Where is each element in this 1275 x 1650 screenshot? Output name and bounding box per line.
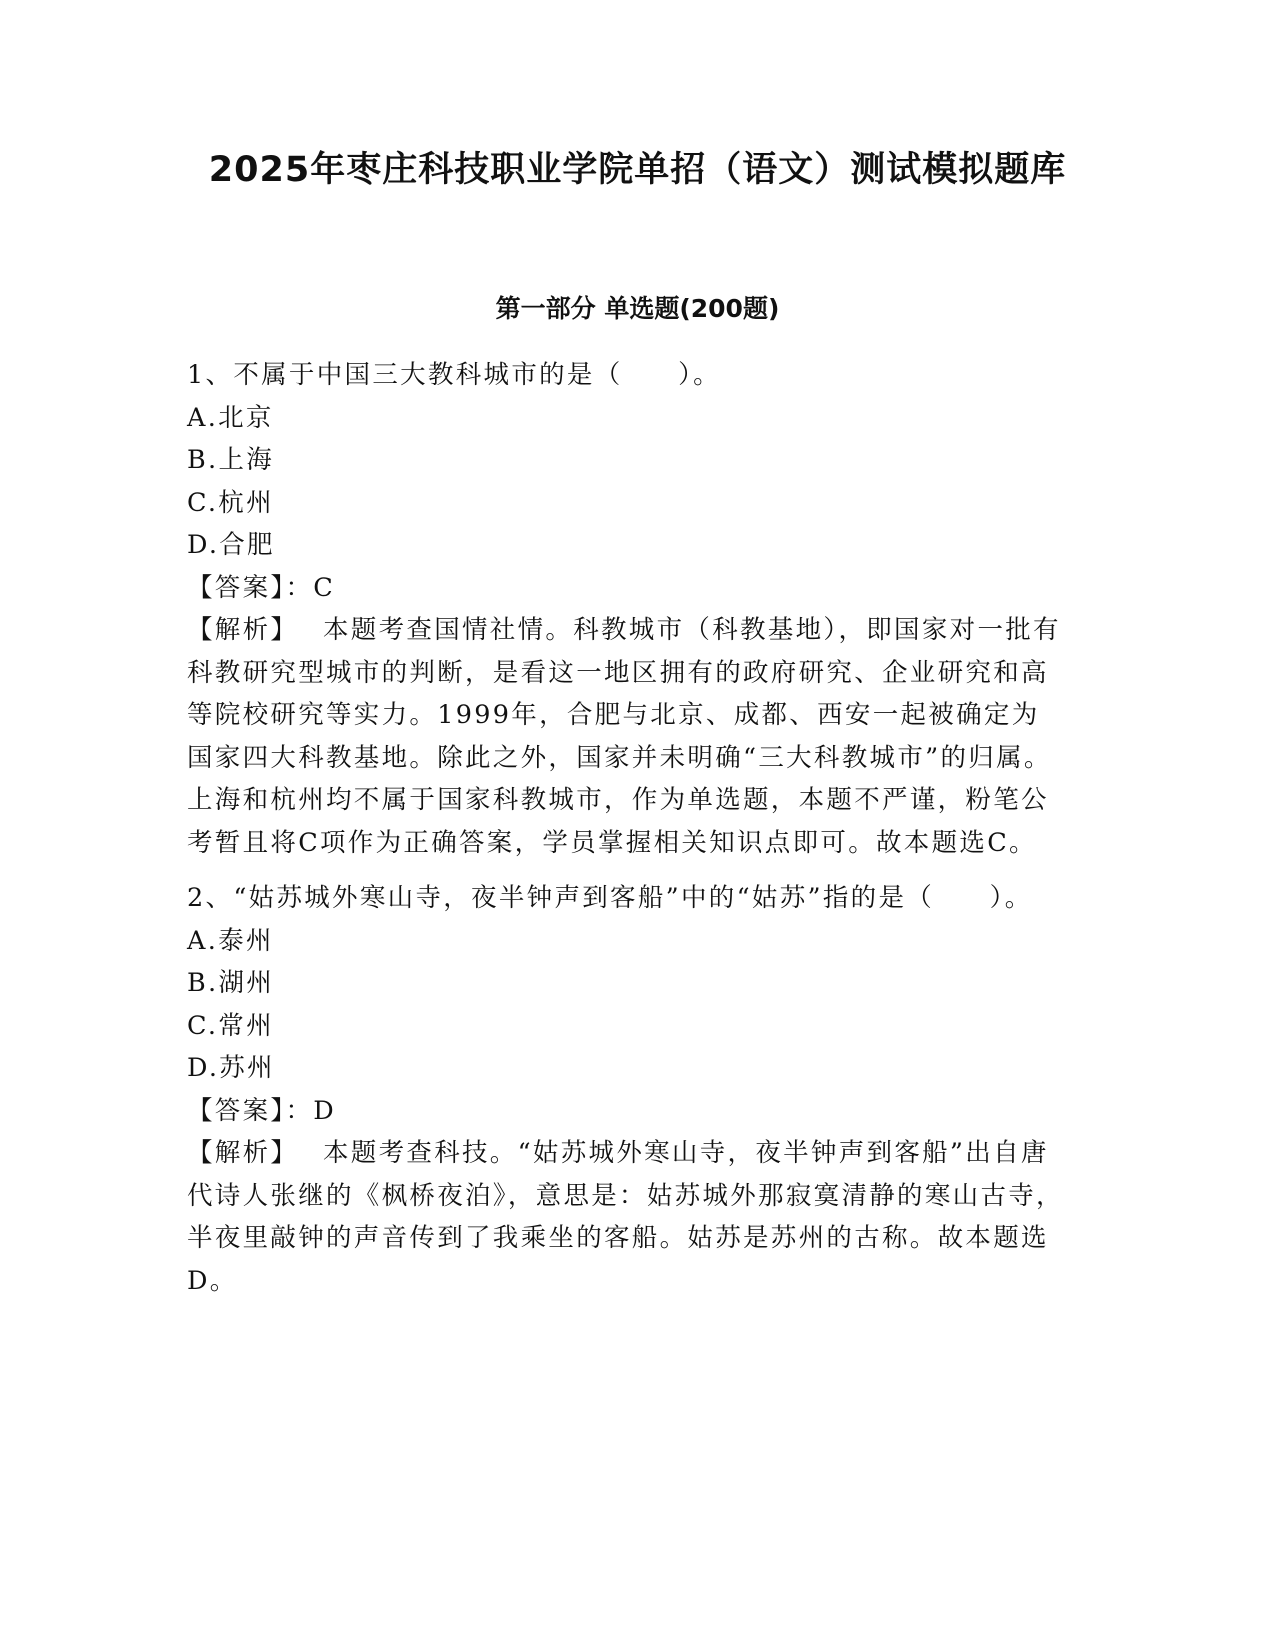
document-title: 2025年枣庄科技职业学院单招（语文）测试模拟题库: [208, 150, 1067, 190]
option-d: D.合肥: [187, 530, 275, 560]
answer-label: 【答案】：: [187, 1095, 314, 1126]
question-1: [187, 354, 1067, 864]
option-b: B.湖州: [187, 968, 275, 998]
explanation-text: 本题考查科技。“姑苏城外寒山寺，夜半钟声到客船”出自唐代诗人张继的《枫桥夜泊》，意思是：姑苏城外那寂寞清静的寒山古寺，半夜里敲钟的声音传到了我乘坐的客船。姑苏是苏州的古称。故本题选D。: [187, 1138, 1064, 1296]
explanation: [187, 609, 1067, 864]
answer-label: 【答案】：: [187, 572, 314, 603]
answer-value: C: [313, 572, 336, 603]
answer-value: D: [313, 1095, 337, 1126]
explanation: [187, 1132, 1067, 1302]
section-title: 第一部分 单选题(200题): [495, 294, 780, 323]
answer-row: [187, 567, 1067, 610]
question-stem: 2、“姑苏城外寒山寺，夜半钟声到客船”中的“姑苏”指的是（ ）。: [187, 883, 1033, 913]
question-stem: 1、不属于中国三大教科城市的是（ ）。: [187, 360, 721, 390]
option-b: B.上海: [187, 445, 275, 475]
option-c: C.杭州: [187, 487, 274, 518]
question-2: [187, 877, 1067, 1302]
question-list: [187, 354, 1067, 1315]
option-a: A.泰州: [187, 925, 274, 956]
option-a: A.北京: [187, 402, 274, 433]
option-d: D.苏州: [187, 1053, 275, 1083]
explanation-label: 【解析】: [187, 1138, 299, 1168]
option-c: C.常州: [187, 1010, 274, 1041]
explanation-label: 【解析】: [187, 615, 299, 645]
answer-row: [187, 1090, 1067, 1133]
explanation-text: 本题考查国情社情。科教城市（科教基地），即国家对一批有科教研究型城市的判断，是看这一地区拥有的政府研究、企业研究和高等院校研究等实力。1999年，合肥与北京、成都、西安一起被确定为国家四大科教基地。除此之外，国家并未明确“三大科教城市”的归属。上海和杭州均不属于国家科教城市，作为单选题，本题不严谨，粉笔公考暂且将C项作为正确答案，学员掌握相关知识点即可。故本题选C。: [187, 615, 1061, 858]
